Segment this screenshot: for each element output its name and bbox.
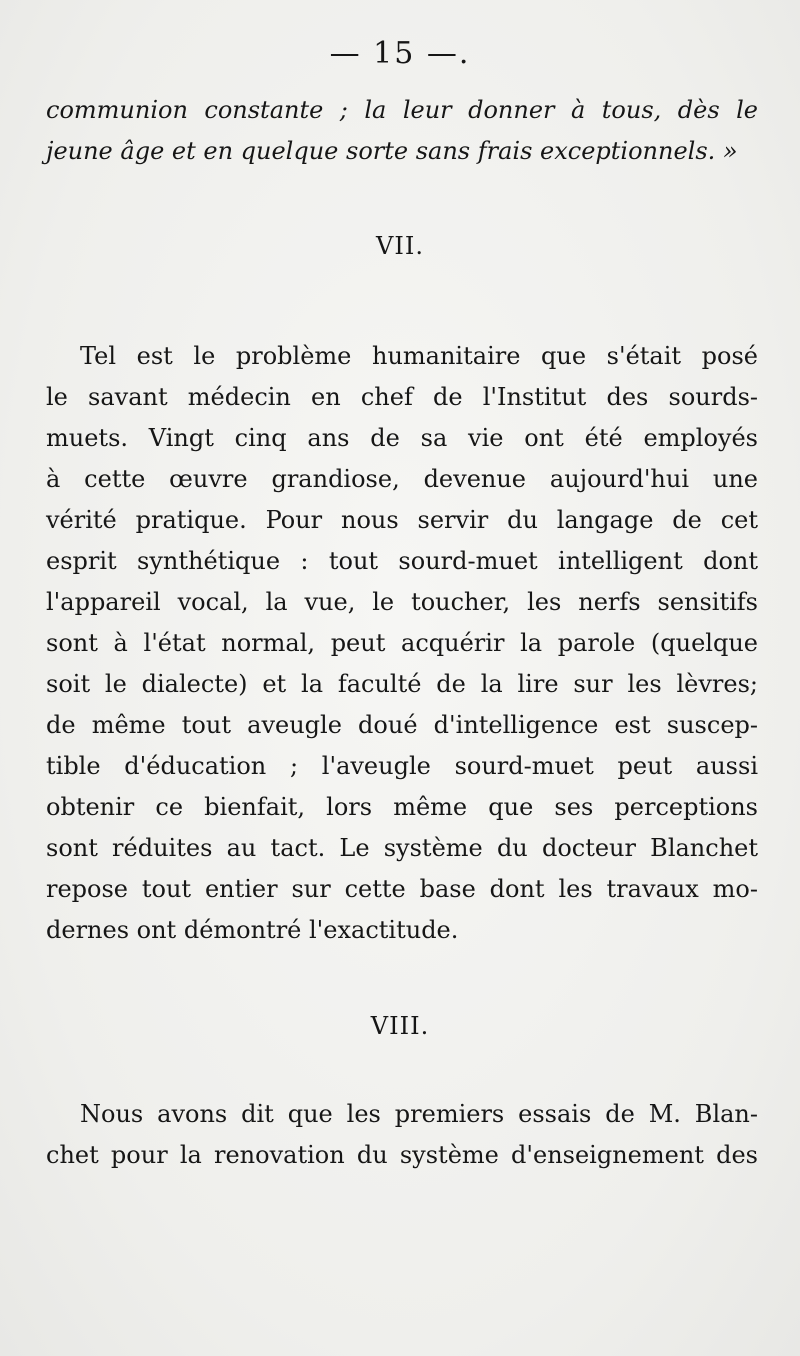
intro-paragraph [46, 90, 758, 172]
page-number: — 15 —. [329, 36, 471, 71]
text-line: obtenir ce bienfait, lors même que ses perceptions [46, 793, 758, 821]
section-heading-viii: VIII. [370, 1012, 430, 1040]
text-line: sont réduites au tact. Le système du docteur Blanchet [46, 834, 758, 862]
text-line: esprit synthétique : tout sourd-muet intelligent dont [46, 547, 758, 575]
section-heading-vii: VII. [376, 232, 424, 260]
text-line: tible d'éducation ; l'aveugle sourd-muet peut aussi [46, 752, 758, 780]
text-line: l'appareil vocal, la vue, le toucher, les nerfs sensitifs [46, 588, 758, 616]
text-line: Nous avons dit que les premiers essais de M. Blan- [80, 1100, 758, 1128]
text-line: à cette œuvre grandiose, devenue aujourd'hui une [46, 465, 758, 493]
text-line: muets. Vingt cinq ans de sa vie ont été employés [46, 424, 758, 452]
text-line: chet pour la renovation du système d'enseignement des [46, 1141, 758, 1169]
text-line: vérité pratique. Pour nous servir du langage de cet [46, 506, 758, 534]
text-line: soit le dialecte) et la faculté de la lire sur les lèvres; [46, 670, 758, 698]
paragraph-vii [46, 336, 758, 951]
text-line: communion constante ; la leur donner à tous, dès le [46, 96, 758, 124]
text-line: le savant médecin en chef de l'Institut des sourds- [46, 383, 758, 411]
text-line: Tel est le problème humanitaire que s'était posé [80, 342, 758, 370]
text-line: dernes ont démontré l'exactitude. [46, 916, 459, 944]
text-line: repose tout entier sur cette base dont les travaux mo- [46, 875, 758, 903]
text-line: jeune âge et en quelque sorte sans frais exceptionnels. » [46, 137, 738, 165]
paragraph-viii [46, 1094, 758, 1176]
text-line: de même tout aveugle doué d'intelligence est suscep- [46, 711, 758, 739]
text-line: sont à l'état normal, peut acquérir la parole (quelque [46, 629, 758, 657]
